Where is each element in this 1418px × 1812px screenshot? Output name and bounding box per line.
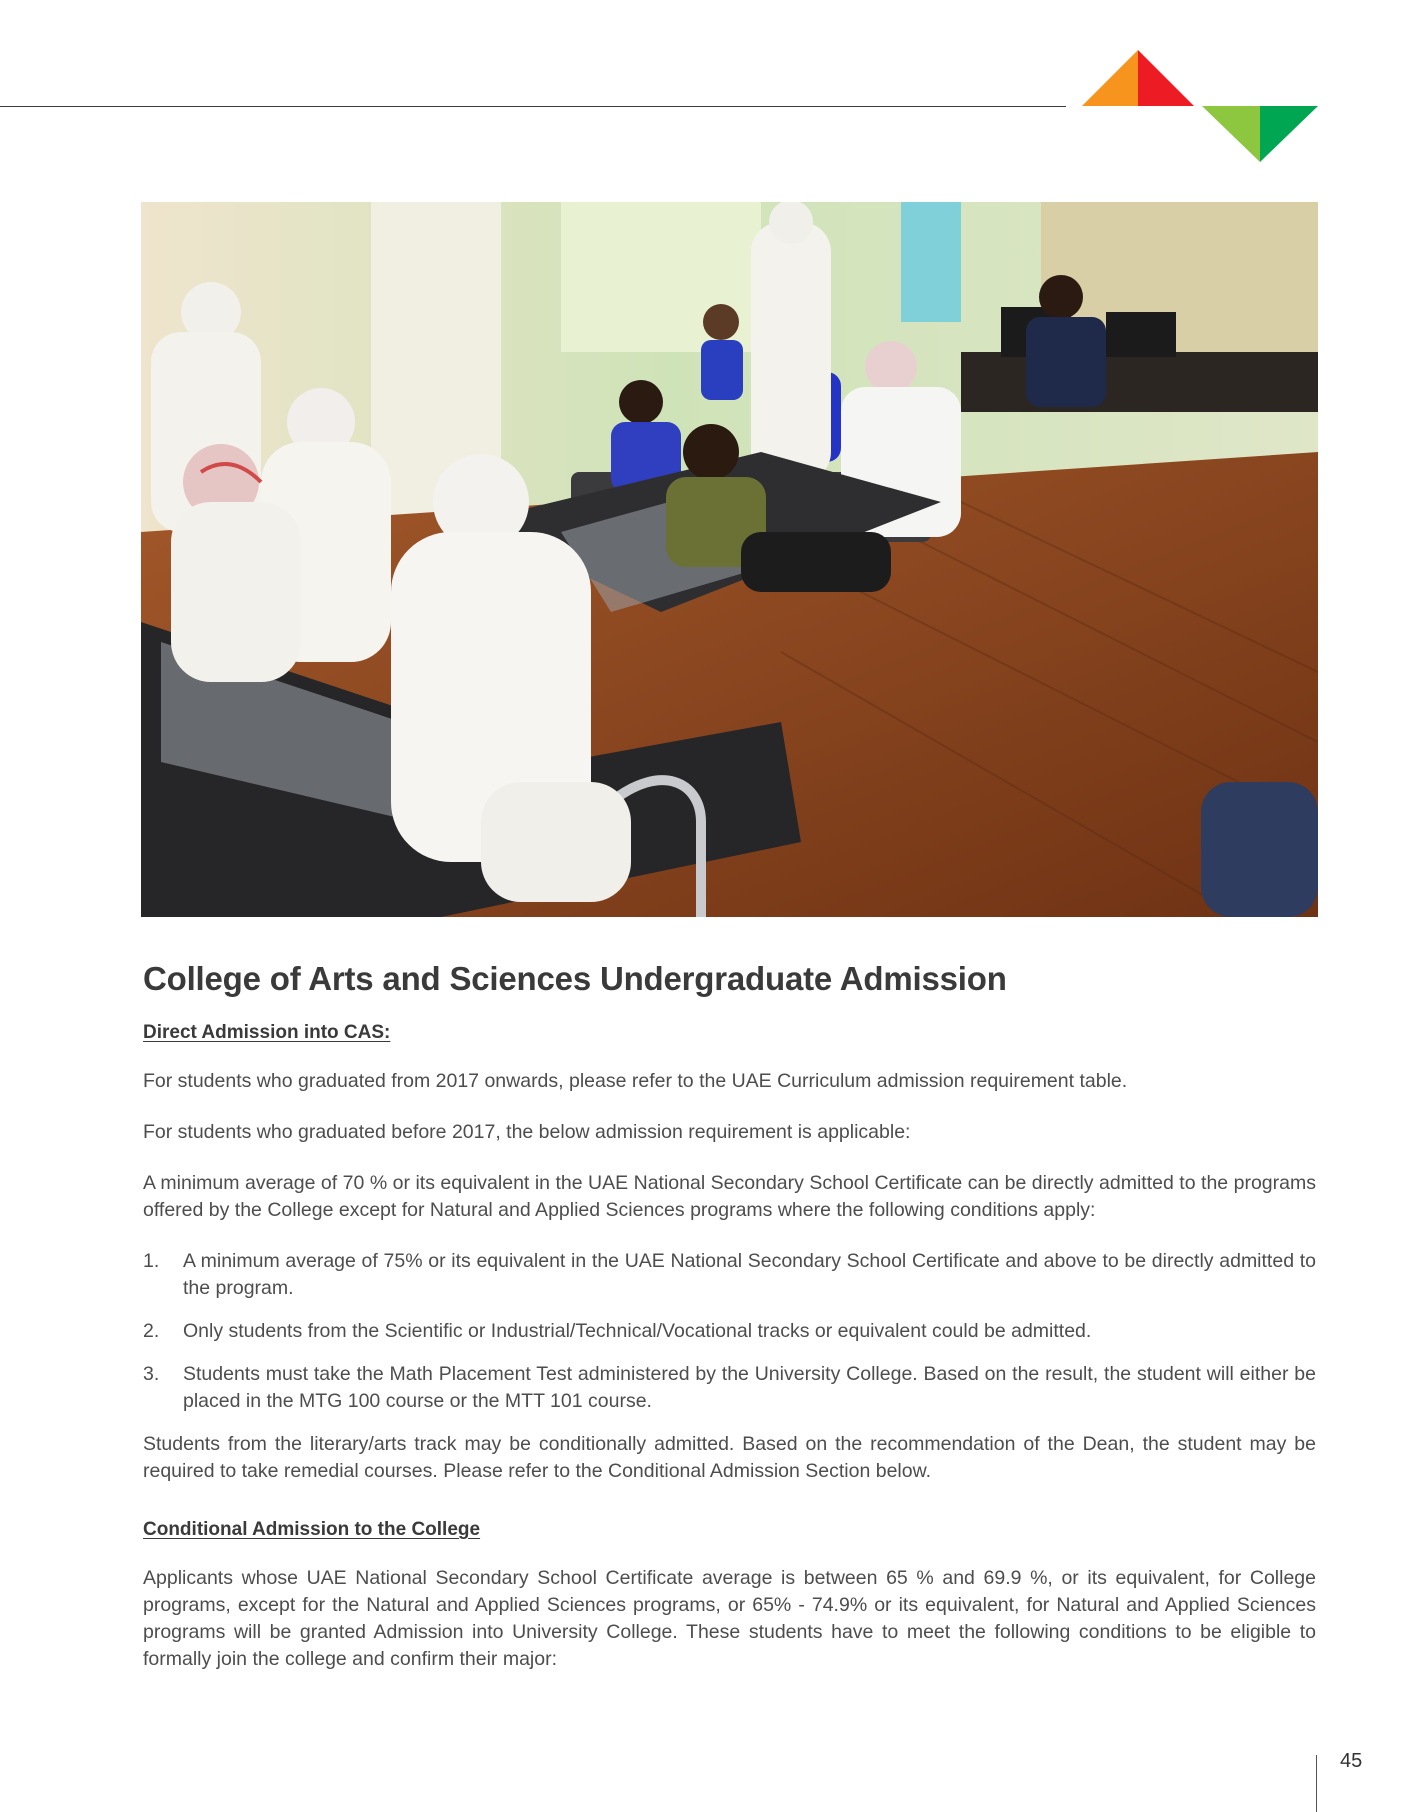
list-item [143, 1248, 1316, 1302]
paragraph-literary-track: Students from the literary/arts track may be conditionally admitted. Based on the recommendation of the Dean, the student may be required to take remedial courses. Please refer to the Conditional Admission Section below. [143, 1433, 1316, 1482]
conditional-admission-heading: Conditional Admission to the College [143, 1519, 481, 1540]
page-number: 45 [1340, 1750, 1363, 1772]
list-item-text: A minimum average of 75% or its equivalent in the UAE National Secondary School Certificate and above to be directly admitted to the program. [183, 1250, 1316, 1299]
footer-rule [1316, 1755, 1317, 1812]
brand-triangles-logo [1080, 50, 1320, 162]
list-item [143, 1318, 1316, 1345]
list-item-text: Only students from the Scientific or Industrial/Technical/Vocational tracks or equivalent could be admitted. [183, 1320, 1092, 1342]
direct-admission-heading: Direct Admission into CAS: [143, 1022, 391, 1043]
list-item-number: 2. [143, 1320, 160, 1342]
paragraph-conditional-admission: Applicants whose UAE National Secondary School Certificate average is between 65 % and 69.9 %, or its equivalent, for College programs, except for the Natural and Applied Sciences programs, or 65% - 74.9% or its equivalent, for Natural and Applied Sciences programs will be granted Admission into University College. These students have to meet the following conditions to be eligible to formally join the college and confirm their major: [143, 1567, 1316, 1670]
logo-red-triangle [1138, 50, 1194, 106]
logo-lightgreen-triangle [1202, 106, 1260, 162]
paragraph-before-2017: For students who graduated before 2017, the below admission requirement is applicable: [143, 1121, 911, 1143]
page-title: College of Arts and Sciences Undergraduate Admission [143, 960, 1007, 997]
logo-orange-triangle [1082, 50, 1138, 106]
list-item [143, 1361, 1316, 1415]
waiting-room-photo [141, 202, 1318, 917]
list-item-text: Students must take the Math Placement Test administered by the University College. Based on the result, the student will either be placed in the MTG 100 course or the MTT 101 course. [183, 1363, 1316, 1412]
main-content [143, 960, 1316, 1697]
requirements-list [143, 1248, 1316, 1415]
list-item-number: 1. [143, 1250, 160, 1272]
header-rule [0, 106, 1066, 107]
logo-green-triangle [1260, 106, 1318, 162]
list-item-number: 3. [143, 1363, 160, 1385]
paragraph-2017-onwards: For students who graduated from 2017 onwards, please refer to the UAE Curriculum admission requirement table. [143, 1070, 1128, 1092]
paragraph-minimum-average: A minimum average of 70 % or its equivalent in the UAE National Secondary School Certificate can be directly admitted to the programs offered by the College except for Natural and Applied Sciences programs where the following conditions apply: [143, 1172, 1316, 1221]
